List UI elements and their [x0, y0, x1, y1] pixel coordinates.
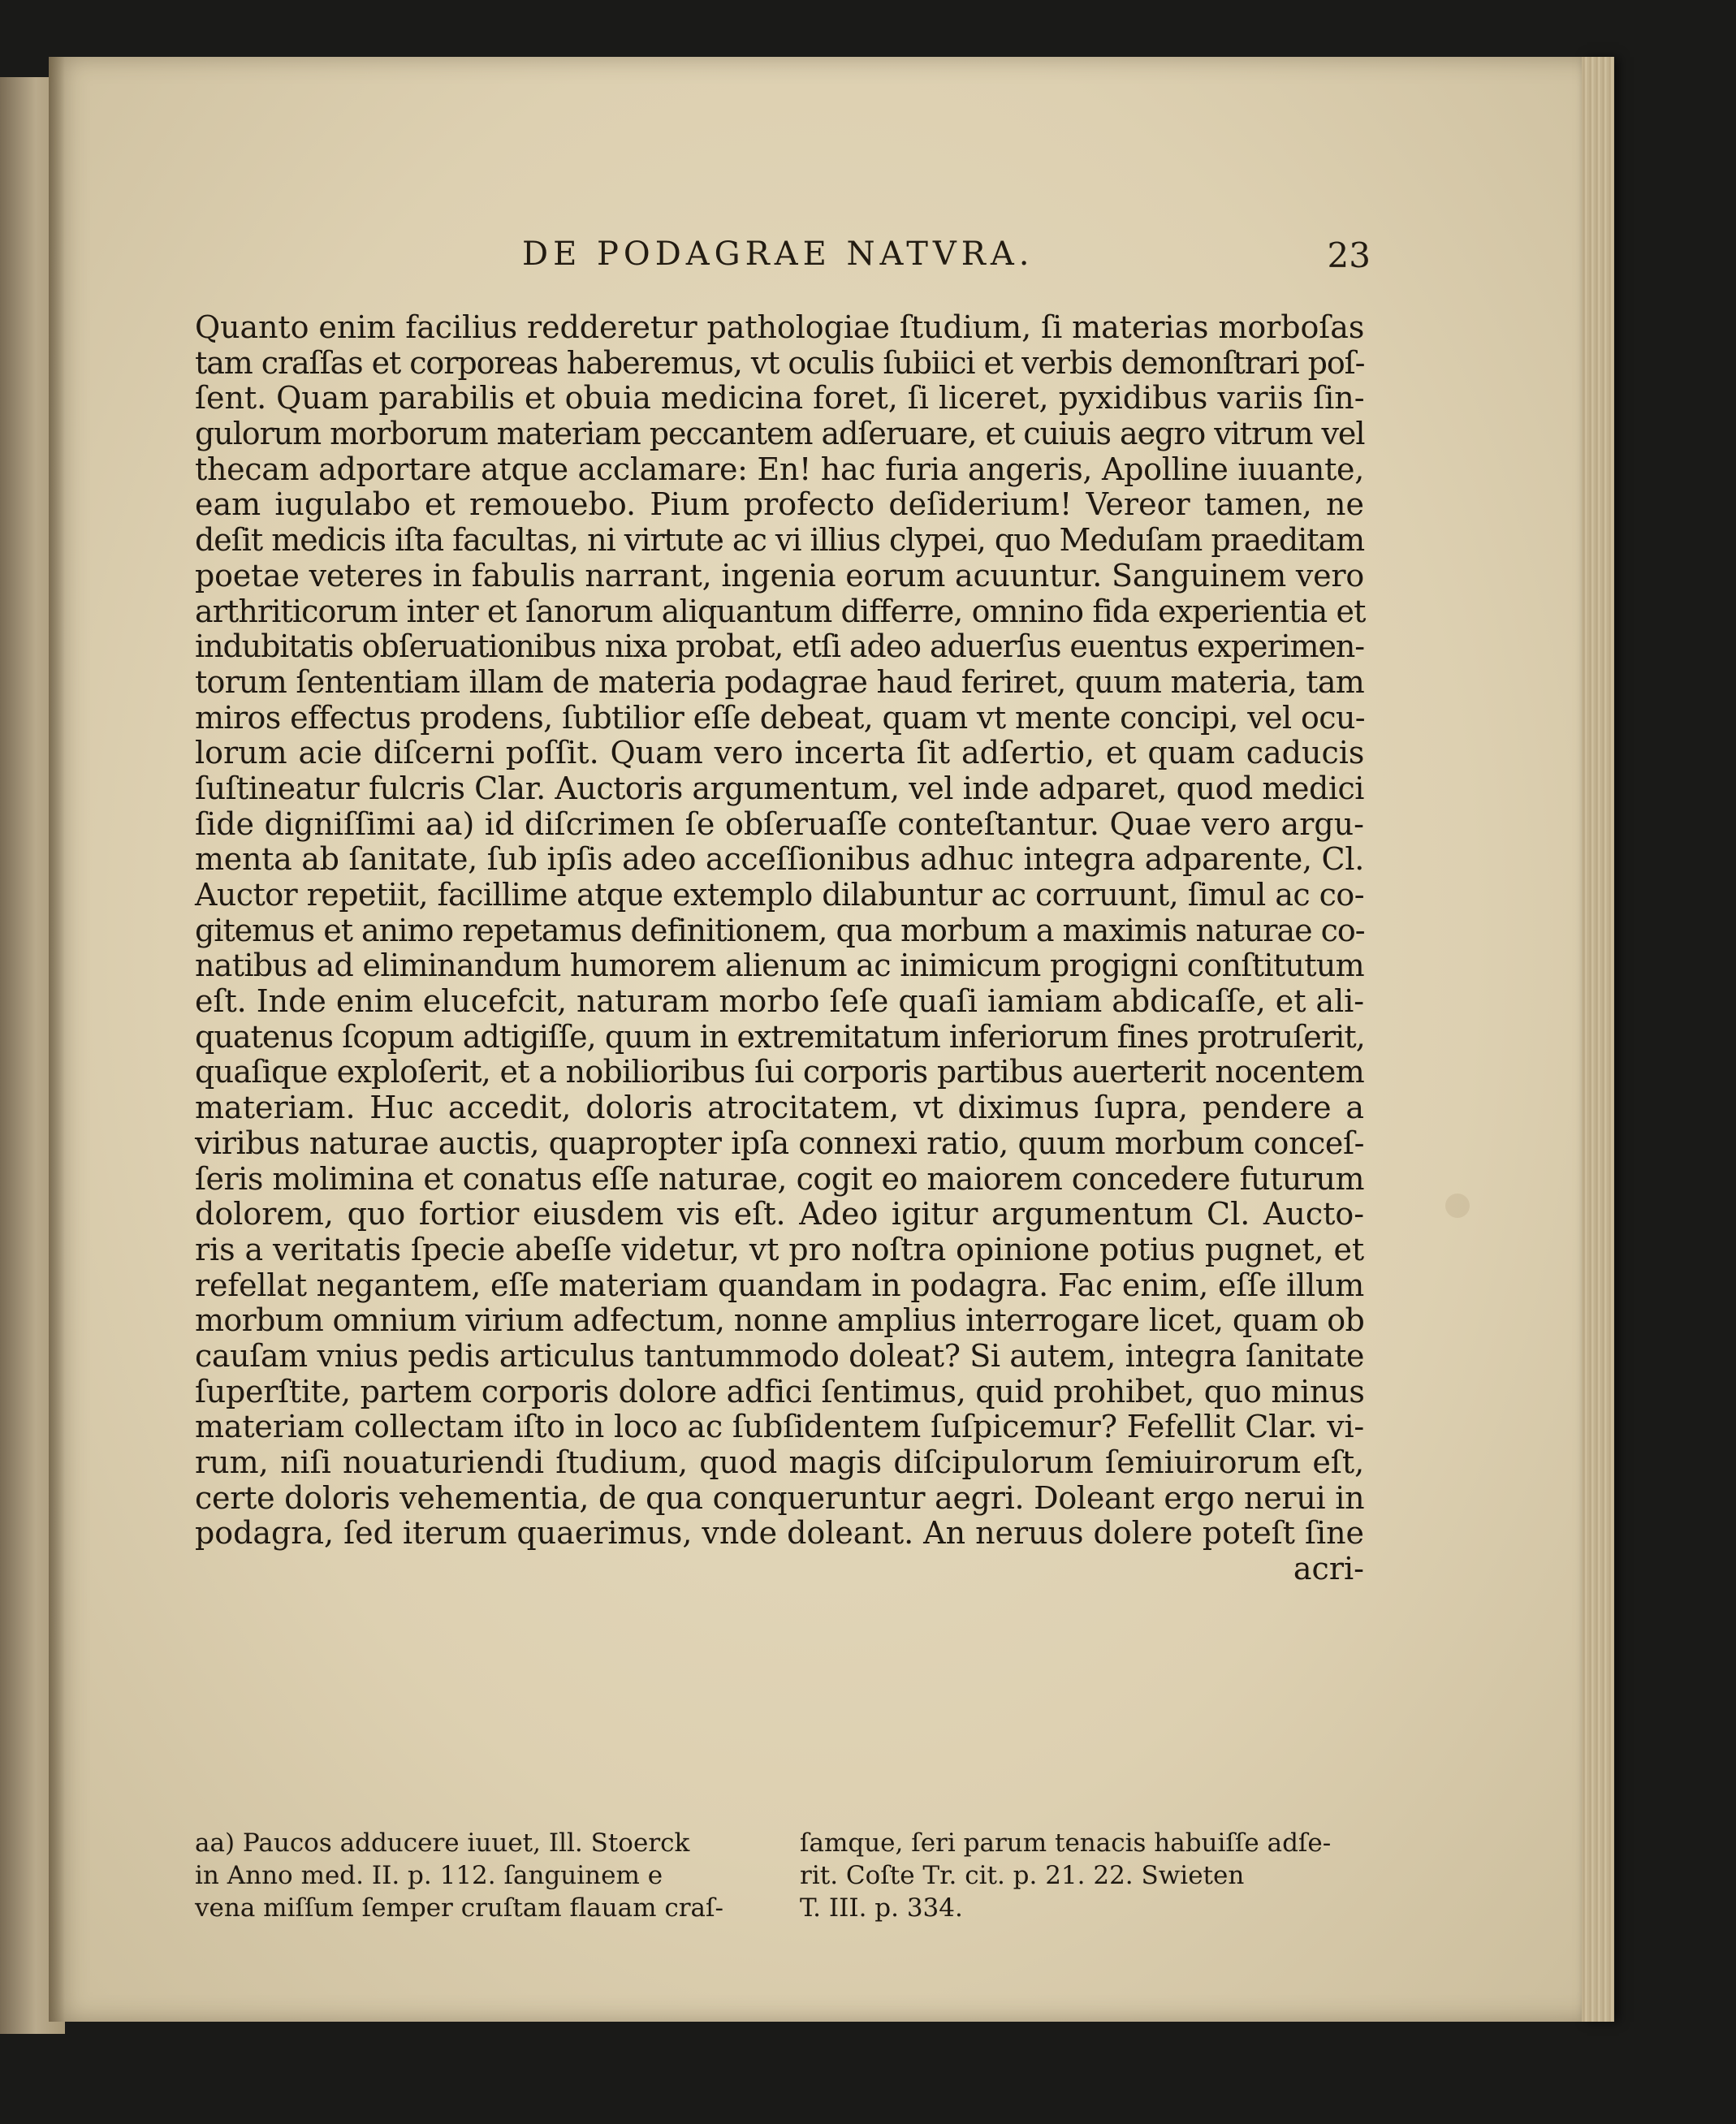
text-line: Auctor repetiit, facillime atque extemplo dilabuntur ac corruunt, ſimul ac co- — [195, 877, 1364, 913]
text-line: materiam collectam iſto in loco ac ſubſidentem ſuſpicemur? Fefellit Clar. vi- — [195, 1409, 1365, 1445]
text-line: quaſique exploſerit, et a nobilioribus ſui corporis partibus auerterit nocentem — [195, 1054, 1364, 1090]
text-line: ſide digniſſimi aa) id diſcrimen ſe obſeruaſſe conteſtantur. Quae vero argu- — [195, 805, 1364, 842]
text-line: podagra, ſed iterum quaerimus, vnde doleant. An neruus dolere poteſt ſine — [195, 1515, 1364, 1552]
text-line: tam craſſas et corporeas haberemus, vt oculis ſubiici et verbis demonſtrari poſ- — [195, 344, 1365, 381]
text-line: certe doloris vehementia, de qua conqueruntur aegri. Doleant ergo nerui in — [195, 1479, 1365, 1516]
text-line: arthriticorum inter et ſanorum aliquantum differre, omnino fida experientia et — [195, 593, 1366, 629]
text-line: miros effectus prodens, ſubtilior eſſe debeat, quam vt mente concipi, vel ocu- — [195, 699, 1366, 736]
running-head-title: DE PODAGRAE NATVRA. — [522, 235, 1034, 273]
text-line: thecam adportare atque acclamare: En! hac furia angeris, Apolline iuuante, — [195, 451, 1364, 487]
text-line: torum ſententiam illam de materia podagrae haud feriret, quum materia, tam — [195, 663, 1364, 700]
main-text-block — [195, 310, 1364, 1587]
text-line: eam iugulabo et remouebo. Pium profecto deſiderium! Vereor tamen, ne — [195, 486, 1364, 523]
text-line: morbum omnium virium adfectum, nonne amplius interrogare licet, quam ob — [195, 1302, 1365, 1339]
text-line: rum, niſi nouaturiendi ſtudium, quod magis diſcipulorum ſemiuirorum eſt, — [195, 1444, 1365, 1480]
text-line: deſit medicis iſta facultas, ni virtute ac vi illius clypei, quo Meduſam praeditam — [195, 522, 1365, 559]
text-line: ſeris molimina et conatus eſſe naturae, cogit eo maiorem concedere futurum — [195, 1160, 1364, 1197]
ink-spot — [1445, 1194, 1470, 1218]
catchword: acri- — [1293, 1551, 1364, 1587]
text-line: ſent. Quam parabilis et obuia medicina foret, ſi liceret, pyxidibus variis ſin- — [195, 380, 1365, 417]
text-line: materiam. Huc accedit, doloris atrocitatem, vt diximus ſupra, pendere a — [195, 1090, 1364, 1126]
text-line: viribus naturae auctis, quapropter ipſa connexi ratio, quum morbum conceſ- — [195, 1125, 1364, 1161]
running-head — [522, 235, 1371, 276]
text-line: ris a veritatis ſpecie abeſſe videtur, vt pro noſtra opinione potius pugnet, et — [195, 1231, 1364, 1267]
text-line: natibus ad eliminandum humorem alienum ac inimicum progigni conſtitutum — [195, 948, 1364, 984]
text-line: refellat negantem, eſſe materiam quandam in podagra. Fac enim, eſſe illum — [195, 1267, 1365, 1303]
footnote-line: T. III. p. 334. — [800, 1893, 963, 1923]
footnote-column-right — [800, 1827, 1368, 1924]
footnote-line: in Anno med. II. p. 112. ſanguinem e — [195, 1861, 663, 1890]
footnote-column-left — [195, 1827, 763, 1924]
text-line: cauſam vnius pedis articulus tantummodo doleat? Si autem, integra ſanitate — [195, 1337, 1365, 1374]
text-line: gulorum morborum materiam peccantem adſeruare, et cuiuis aegro vitrum vel — [195, 416, 1365, 452]
footnote-line: vena miſſum ſemper cruſtam flauam craſ- — [195, 1893, 723, 1923]
text-line: dolorem, quo fortior eiusdem vis eſt. Adeo igitur argumentum Cl. Aucto- — [195, 1196, 1365, 1233]
text-line: lorum acie diſcerni poſſit. Quam vero incerta ſit adſertio, et quam caducis — [195, 735, 1365, 771]
footnote-line: rit. Coſte Tr. cit. p. 21. 22. Swieten — [800, 1861, 1245, 1890]
text-line: poetae veteres in fabulis narrant, ingenia eorum acuuntur. Sanguinem vero — [195, 557, 1364, 594]
text-line: gitemus et animo repetamus definitionem, qua morbum a maximis naturae co- — [195, 912, 1365, 948]
text-line: ſuperſtite, partem corporis dolore adfici ſentimus, quid prohibet, quo minus — [195, 1373, 1365, 1410]
text-line: indubitatis obſeruationibus nixa probat, etſi adeo aduerſus euentus experimen- — [195, 628, 1364, 665]
page-block-edge — [1582, 57, 1614, 2022]
footnote-line: aa) Paucos adducere iuuet, Ill. Stoerck — [195, 1828, 690, 1858]
text-line: eſt. Inde enim elucefcit, naturam morbo ſeſe quaſi iamiam abdicaſſe, et ali- — [195, 983, 1365, 1020]
text-line: menta ab ſanitate, ſub ipſis adeo acceſſionibus adhuc integra adparente, Cl. — [195, 841, 1364, 878]
text-line: quatenus ſcopum adtigiſſe, quum in extremitatum inferiorum fines protruſerit, — [195, 1018, 1365, 1055]
text-line: Quanto enim facilius redderetur pathologiae ſtudium, ſi materias morboſas — [195, 309, 1365, 345]
footnote-line: ſamque, ſeri parum tenacis habuiſſe adſe- — [800, 1828, 1332, 1858]
page-gutter-shadow — [49, 57, 65, 2022]
text-line: ſuſtineatur fulcris Clar. Auctoris argumentum, vel inde adparet, quod medici — [195, 770, 1364, 806]
page-number: 23 — [1327, 235, 1371, 275]
